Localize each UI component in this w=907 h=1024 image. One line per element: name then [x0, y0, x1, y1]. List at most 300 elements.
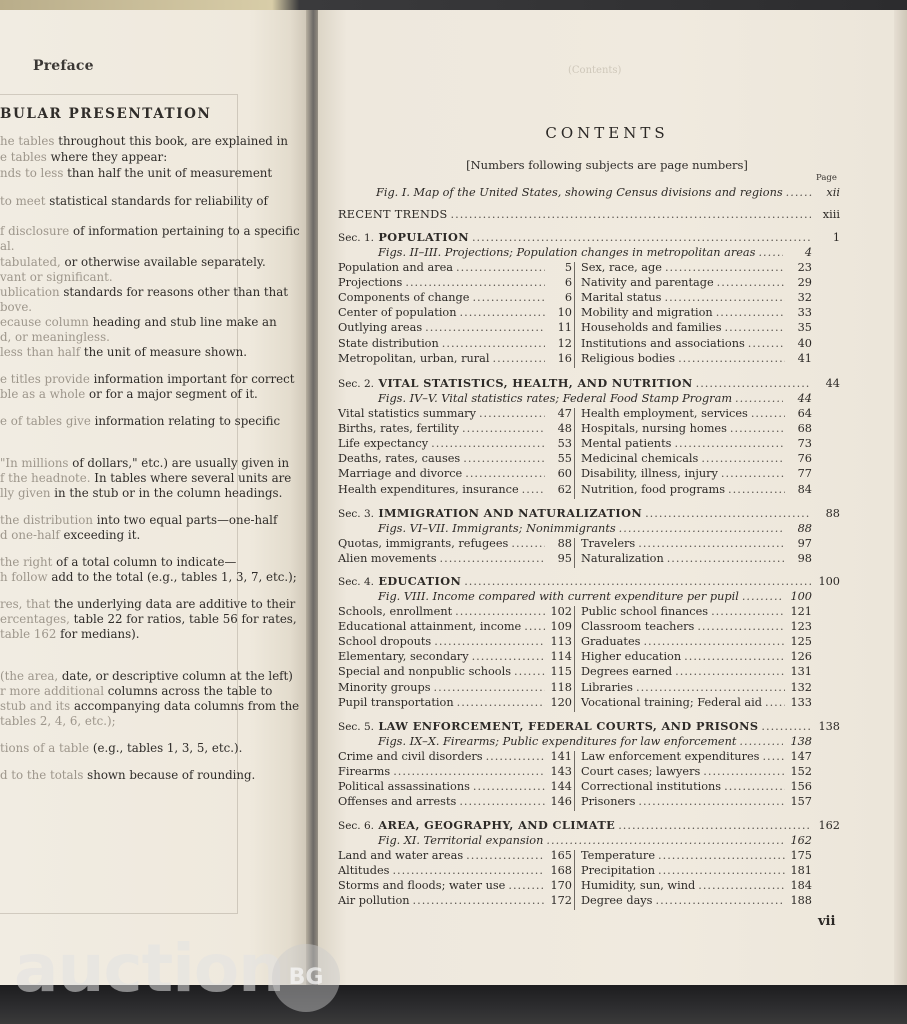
leader-dots — [393, 765, 545, 778]
section-name: EDUCATION — [378, 574, 462, 588]
toc-entry — [581, 681, 812, 694]
leader-dots — [664, 291, 785, 304]
toc-page-number: 141 — [550, 750, 572, 763]
toc-page-number: 138 — [790, 735, 812, 748]
toc-entry-label: Firearms — [338, 765, 391, 779]
leader-dots — [546, 834, 783, 847]
toc-page-number: 68 — [797, 422, 812, 436]
toc-entry-label: Religious bodies — [581, 351, 676, 365]
toc-entry — [338, 849, 572, 862]
body-text: In tables where several units are — [94, 471, 292, 485]
toc-entry — [581, 437, 812, 450]
toc-page-number: 157 — [790, 795, 812, 809]
toc-entry-label: Special and nonpublic schools — [338, 665, 512, 679]
leader-dots — [493, 352, 545, 365]
toc-page-number: 181 — [790, 864, 812, 878]
section-name: POPULATION — [378, 230, 469, 244]
section-number: Sec. 2. — [338, 378, 374, 390]
toc-figure-label: Fig. I. Map of the United States, showing Census divisions and regions — [376, 186, 783, 199]
column-divider — [574, 850, 575, 910]
leader-dots — [658, 849, 785, 862]
body-text-line — [0, 270, 113, 284]
page-folio: vii — [818, 914, 836, 929]
leader-dots — [735, 392, 783, 405]
toc-entry — [338, 467, 572, 480]
body-text: information important for correct — [93, 372, 295, 386]
toc-page-number: 4 — [804, 246, 812, 259]
faded-text: tions of a table — [0, 741, 93, 755]
faded-text: lly given — [0, 486, 55, 500]
toc-entry-label: Figs. VI–VII. Immigrants; Nonimmigrants — [378, 522, 616, 535]
toc-page-number: 6 — [564, 276, 572, 290]
toc-entry-label: Court cases; lawyers — [581, 765, 701, 779]
right-running-head-faded: (Contents) — [568, 65, 622, 76]
toc-entry-label: Fig. VIII. Income compared with current expenditure per pupil — [378, 590, 739, 603]
leader-dots — [465, 467, 545, 480]
faded-text: ublication — [0, 285, 64, 299]
toc-page-number: 144 — [550, 780, 572, 794]
body-text: date, or descriptive column at the left) — [61, 669, 293, 683]
body-text: add to the total (e.g., tables 1, 3, 7, etc.); — [51, 570, 297, 584]
faded-text: table 162 — [0, 627, 61, 641]
faded-text: d to the totals — [0, 768, 88, 782]
toc-recent-trends — [338, 208, 840, 221]
toc-section-heading — [338, 376, 840, 390]
column-divider — [574, 408, 575, 499]
faded-text: f disclosure — [0, 224, 73, 238]
toc-entry — [338, 864, 572, 877]
body-text-line — [0, 486, 282, 500]
leader-dots — [460, 306, 545, 319]
toc-page-number: 121 — [790, 605, 812, 618]
contents-title: CONTENTS — [545, 124, 669, 142]
body-text: standards for reasons other than that — [63, 285, 289, 299]
toc-figure-entry — [378, 590, 812, 603]
toc-page-number: 165 — [550, 849, 572, 862]
toc-entry-label: Temperature — [581, 849, 656, 862]
toc-page-number: 175 — [790, 849, 812, 862]
section-number: Sec. 4. — [338, 576, 374, 588]
body-text: columns across the table to — [107, 684, 273, 698]
leader-dots — [413, 894, 545, 907]
toc-entry — [338, 352, 572, 365]
section-title — [338, 574, 461, 588]
body-text-line — [0, 166, 272, 180]
leader-dots — [619, 522, 783, 535]
toc-entry-label: Educational attainment, income — [338, 620, 522, 634]
faded-text: e of tables give — [0, 414, 95, 428]
leader-dots — [455, 605, 545, 618]
toc-entry — [338, 437, 572, 450]
toc-entry — [581, 650, 812, 663]
leader-dots — [697, 620, 785, 633]
toc-entry — [338, 894, 572, 907]
toc-page-number: 170 — [550, 879, 572, 893]
toc-entry-label: Humidity, sun, wind — [581, 879, 696, 893]
toc-page-number: 109 — [550, 620, 572, 634]
leader-dots — [678, 352, 785, 365]
leader-dots — [762, 750, 785, 763]
toc-entry-label: Vocational training; Federal aid — [581, 695, 762, 709]
toc-entry — [581, 407, 812, 420]
body-text: shown because of rounding. — [87, 768, 256, 782]
leader-dots — [442, 337, 545, 350]
body-text-line — [0, 456, 289, 470]
faded-text: r more additional — [0, 684, 108, 698]
toc-entry-label: Alien movements — [338, 552, 437, 566]
body-text-line — [0, 699, 299, 713]
toc-entry-label: Precipitation — [581, 864, 655, 878]
toc-entry — [581, 696, 812, 709]
toc-entry-label: Health expenditures, insurance — [338, 482, 519, 496]
faded-text: d one-half — [0, 528, 64, 542]
leader-dots — [466, 849, 545, 862]
book-top-edge — [0, 0, 907, 10]
leader-dots — [463, 452, 545, 465]
body-text-line — [0, 597, 295, 611]
toc-page-number: 118 — [550, 680, 572, 694]
toc-entry — [581, 750, 812, 763]
toc-page-number: 88 — [825, 507, 840, 520]
left-running-head: Preface — [33, 58, 94, 74]
toc-entry — [581, 780, 812, 793]
leader-dots — [703, 765, 785, 778]
toc-entry-label: Vital statistics summary — [338, 407, 476, 420]
toc-page-number: 126 — [790, 650, 812, 664]
body-text-line — [0, 300, 32, 314]
toc-entry-label: Quotas, immigrants, refugees — [338, 537, 509, 550]
leader-dots — [667, 552, 785, 565]
toc-entry — [581, 483, 812, 496]
toc-section-heading — [338, 230, 840, 244]
toc-page-number: 12 — [557, 336, 572, 350]
leader-dots — [618, 819, 811, 832]
toc-page-number: 1 — [832, 231, 840, 244]
toc-page-number: 23 — [797, 261, 812, 274]
leader-dots — [711, 605, 785, 618]
leader-dots — [696, 377, 811, 390]
body-text: exceeding it. — [63, 528, 141, 542]
toc-figure-entry — [378, 246, 812, 259]
body-text: for medians). — [60, 627, 140, 641]
faded-text: e tables — [0, 150, 51, 164]
body-text-line — [0, 528, 140, 542]
toc-page-number: 55 — [557, 452, 572, 466]
body-text-line — [0, 255, 266, 269]
toc-entry — [581, 321, 812, 334]
toc-page-number: 172 — [550, 894, 572, 908]
watermark-badge-text: BG — [288, 965, 324, 990]
toc-page-number: 120 — [550, 695, 572, 709]
faded-text: (the area, — [0, 669, 62, 683]
toc-page-number: 5 — [564, 261, 572, 274]
faded-text: less than half — [0, 345, 84, 359]
toc-entry-label: Storms and floods; water use — [338, 879, 506, 893]
toc-entry — [581, 849, 812, 862]
toc-page-number: 97 — [797, 537, 812, 550]
toc-page-number: 40 — [797, 336, 812, 350]
toc-page-number: 6 — [564, 291, 572, 305]
toc-entry-label: Political assassinations — [338, 780, 470, 794]
toc-entry — [581, 337, 812, 350]
toc-entry-label: Medicinal chemicals — [581, 452, 699, 466]
toc-figure-entry — [378, 522, 812, 535]
toc-page-number: xiii — [822, 208, 840, 221]
toc-entry — [338, 605, 572, 618]
toc-page-number: 188 — [790, 894, 812, 908]
leader-dots — [456, 261, 545, 274]
body-text: (e.g., tables 1, 3, 5, etc.). — [92, 741, 243, 755]
toc-entry-label: Prisoners — [581, 795, 636, 809]
toc-page-number: 115 — [550, 665, 572, 679]
toc-page-number: 125 — [790, 635, 812, 649]
leader-dots — [425, 321, 545, 334]
leader-dots — [392, 864, 545, 877]
toc-entry — [581, 552, 812, 565]
toc-entry-label: State distribution — [338, 336, 439, 350]
toc-page-number: 156 — [790, 780, 812, 794]
toc-page-number: xii — [826, 186, 840, 199]
leader-dots — [739, 735, 783, 748]
left-page-bleed-box — [0, 94, 238, 914]
leader-dots — [464, 575, 811, 588]
toc-entry — [338, 306, 572, 319]
leader-dots — [434, 635, 545, 648]
faded-text: f the headnote. — [0, 471, 95, 485]
leader-dots — [698, 879, 785, 892]
toc-entry-label: Figs. IX–X. Firearms; Public expenditures for law enforcement — [378, 735, 737, 748]
faded-text: vant or significant. — [0, 270, 113, 284]
contents-note: [Numbers following subjects are page numbers] — [466, 158, 748, 172]
toc-page-number: 44 — [825, 377, 840, 390]
toc-entry-label: Altitudes — [338, 864, 390, 878]
body-text-line — [0, 414, 280, 428]
toc-page-number: 138 — [818, 720, 840, 733]
left-page — [0, 10, 312, 985]
toc-entry — [581, 291, 812, 304]
leader-dots — [645, 507, 811, 520]
faded-text: tabulated, — [0, 255, 65, 269]
toc-page-number: 146 — [550, 795, 572, 809]
toc-page-number: 29 — [797, 276, 812, 290]
toc-entry-label: Higher education — [581, 650, 682, 664]
body-text: than half the unit of measurement — [67, 166, 273, 180]
faded-text: h follow — [0, 570, 52, 584]
faded-text: ble as a whole — [0, 387, 89, 401]
leader-dots — [457, 696, 545, 709]
leader-dots — [675, 665, 785, 678]
toc-page-number: 11 — [557, 321, 572, 335]
leader-dots — [511, 537, 545, 550]
body-text: the underlying data are additive to their — [54, 597, 296, 611]
body-text-line — [0, 387, 258, 401]
toc-entry — [338, 620, 572, 633]
leader-dots — [748, 337, 785, 350]
toc-entry — [338, 422, 572, 435]
toc-section-heading — [338, 818, 840, 832]
toc-entry — [581, 864, 812, 877]
toc-page-number: 132 — [790, 680, 812, 694]
leader-dots — [524, 620, 545, 633]
body-text-line — [0, 194, 268, 208]
section-title — [338, 506, 642, 520]
leader-dots — [658, 864, 785, 877]
body-text: statistical standards for reliability of — [49, 194, 268, 208]
toc-entry — [581, 894, 812, 907]
toc-entry — [581, 620, 812, 633]
leader-dots — [440, 552, 545, 565]
body-text-line — [0, 471, 291, 485]
leader-dots — [765, 696, 785, 709]
column-divider — [574, 262, 575, 368]
toc-entry-label: Fig. XI. Territorial expansion — [378, 834, 544, 847]
body-text-line — [0, 612, 297, 626]
toc-page-number: 41 — [797, 351, 812, 365]
toc-page-number: 114 — [550, 650, 572, 664]
body-text: throughout this book, are explained in — [58, 134, 288, 148]
toc-entry — [581, 452, 812, 465]
toc-page-number: 44 — [797, 392, 812, 405]
toc-entry-label: Libraries — [581, 680, 633, 694]
leader-dots — [725, 321, 785, 334]
toc-entry-label: Components of change — [338, 291, 470, 305]
toc-entry-label: Naturalization — [581, 552, 664, 566]
toc-entry — [338, 321, 572, 334]
column-divider — [574, 606, 575, 712]
toc-entry — [581, 352, 812, 365]
toc-entry — [338, 407, 572, 420]
toc-entry-label: Degree days — [581, 894, 653, 908]
section-number: Sec. 6. — [338, 820, 374, 832]
section-name: AREA, GEOGRAPHY, AND CLIMATE — [378, 818, 616, 832]
toc-entry — [338, 537, 572, 550]
toc-entry — [581, 879, 812, 892]
toc-entry — [338, 635, 572, 648]
leader-dots — [638, 795, 785, 808]
toc-figure-entry — [378, 735, 812, 748]
body-text-line — [0, 684, 272, 698]
leader-dots — [451, 208, 811, 221]
toc-entry-label: Graduates — [581, 635, 641, 649]
toc-page-number: 10 — [557, 306, 572, 320]
leader-dots — [431, 437, 545, 450]
body-text: the unit of measure shown. — [83, 345, 248, 359]
toc-page-number: 102 — [550, 605, 572, 618]
toc-page-number: 33 — [797, 306, 812, 320]
toc-entry-label: Crime and civil disorders — [338, 750, 483, 763]
toc-page-number: 48 — [557, 422, 572, 436]
leader-dots — [724, 780, 785, 793]
toc-page-number: 113 — [550, 635, 572, 649]
faded-text: e titles provide — [0, 372, 94, 386]
section-name: LAW ENFORCEMENT, FEDERAL COURTS, AND PRISONS — [378, 719, 759, 733]
leader-dots — [655, 894, 785, 907]
toc-page-number: 184 — [790, 879, 812, 893]
leader-dots — [728, 483, 785, 496]
toc-page-number: 84 — [797, 482, 812, 496]
toc-entry-label: School dropouts — [338, 635, 432, 649]
leader-dots — [405, 276, 545, 289]
leader-dots — [674, 437, 785, 450]
toc-page-number: 35 — [797, 321, 812, 335]
toc-entry-label: RECENT TRENDS — [338, 208, 448, 221]
toc-entry — [338, 696, 572, 709]
body-text-line — [0, 330, 110, 344]
leader-dots — [479, 407, 545, 420]
faded-text: to meet — [0, 194, 50, 208]
toc-entry — [581, 635, 812, 648]
faded-text: nds to less — [0, 166, 68, 180]
toc-entry-label: Correctional institutions — [581, 780, 722, 794]
leader-dots — [758, 246, 783, 259]
toc-page-number: 143 — [550, 765, 572, 779]
toc-entry — [338, 483, 572, 496]
toc-page-number: 168 — [550, 864, 572, 878]
body-text: or for a major segment of it. — [88, 387, 258, 401]
faded-text: the right — [0, 555, 57, 569]
toc-section-heading — [338, 719, 840, 733]
toc-entry — [338, 452, 572, 465]
faded-text: bove. — [0, 300, 33, 314]
toc-entry-label: Marital status — [581, 291, 662, 305]
toc-entry-label: Mobility and migration — [581, 306, 713, 320]
toc-page-number: 32 — [797, 291, 812, 305]
toc-page-number: 100 — [818, 575, 840, 588]
toc-entry-label: Deaths, rates, causes — [338, 452, 461, 466]
toc-section-heading — [338, 506, 840, 520]
toc-entry — [338, 780, 572, 793]
right-page — [318, 10, 896, 985]
leader-dots — [508, 879, 545, 892]
toc-entry-label: Figs. II–III. Projections; Population changes in metropolitan areas — [378, 246, 756, 259]
toc-entry — [338, 795, 572, 808]
toc-entry-label: Degrees earned — [581, 665, 673, 679]
leader-dots — [462, 422, 545, 435]
leader-dots — [473, 780, 545, 793]
toc-page-number: 131 — [790, 665, 812, 679]
toc-page-number: 152 — [790, 765, 812, 779]
toc-entry-label: Life expectancy — [338, 437, 429, 451]
body-text-line — [0, 134, 288, 148]
leader-dots — [742, 590, 783, 603]
toc-entry — [581, 765, 812, 778]
toc-entry-label: Travelers — [581, 537, 636, 550]
body-text-line — [0, 555, 236, 569]
toc-page-number: 162 — [818, 819, 840, 832]
toc-entry — [338, 650, 572, 663]
toc-page-number: 16 — [557, 351, 572, 365]
toc-entry-label: Schools, enrollment — [338, 605, 453, 618]
leader-dots — [514, 665, 545, 678]
toc-entry-label: Offenses and arrests — [338, 795, 457, 809]
faded-text: res, that — [0, 597, 55, 611]
toc-entry — [338, 261, 572, 274]
section-title — [338, 719, 758, 733]
faded-text: stub and its — [0, 699, 74, 713]
toc-entry-label: Classroom teachers — [581, 620, 695, 634]
column-divider — [574, 538, 575, 568]
toc-entry-label: Projections — [338, 276, 403, 290]
body-text-line — [0, 768, 255, 782]
toc-page-number: 62 — [557, 482, 572, 496]
toc-entry — [581, 261, 812, 274]
body-text-line — [0, 224, 300, 238]
toc-figure-entry — [378, 834, 812, 847]
toc-page-number: 95 — [557, 552, 572, 566]
left-section-title: BULAR PRESENTATION — [0, 106, 212, 122]
toc-entry-label: Outlying areas — [338, 321, 423, 335]
toc-entry-label: Mental patients — [581, 437, 672, 451]
